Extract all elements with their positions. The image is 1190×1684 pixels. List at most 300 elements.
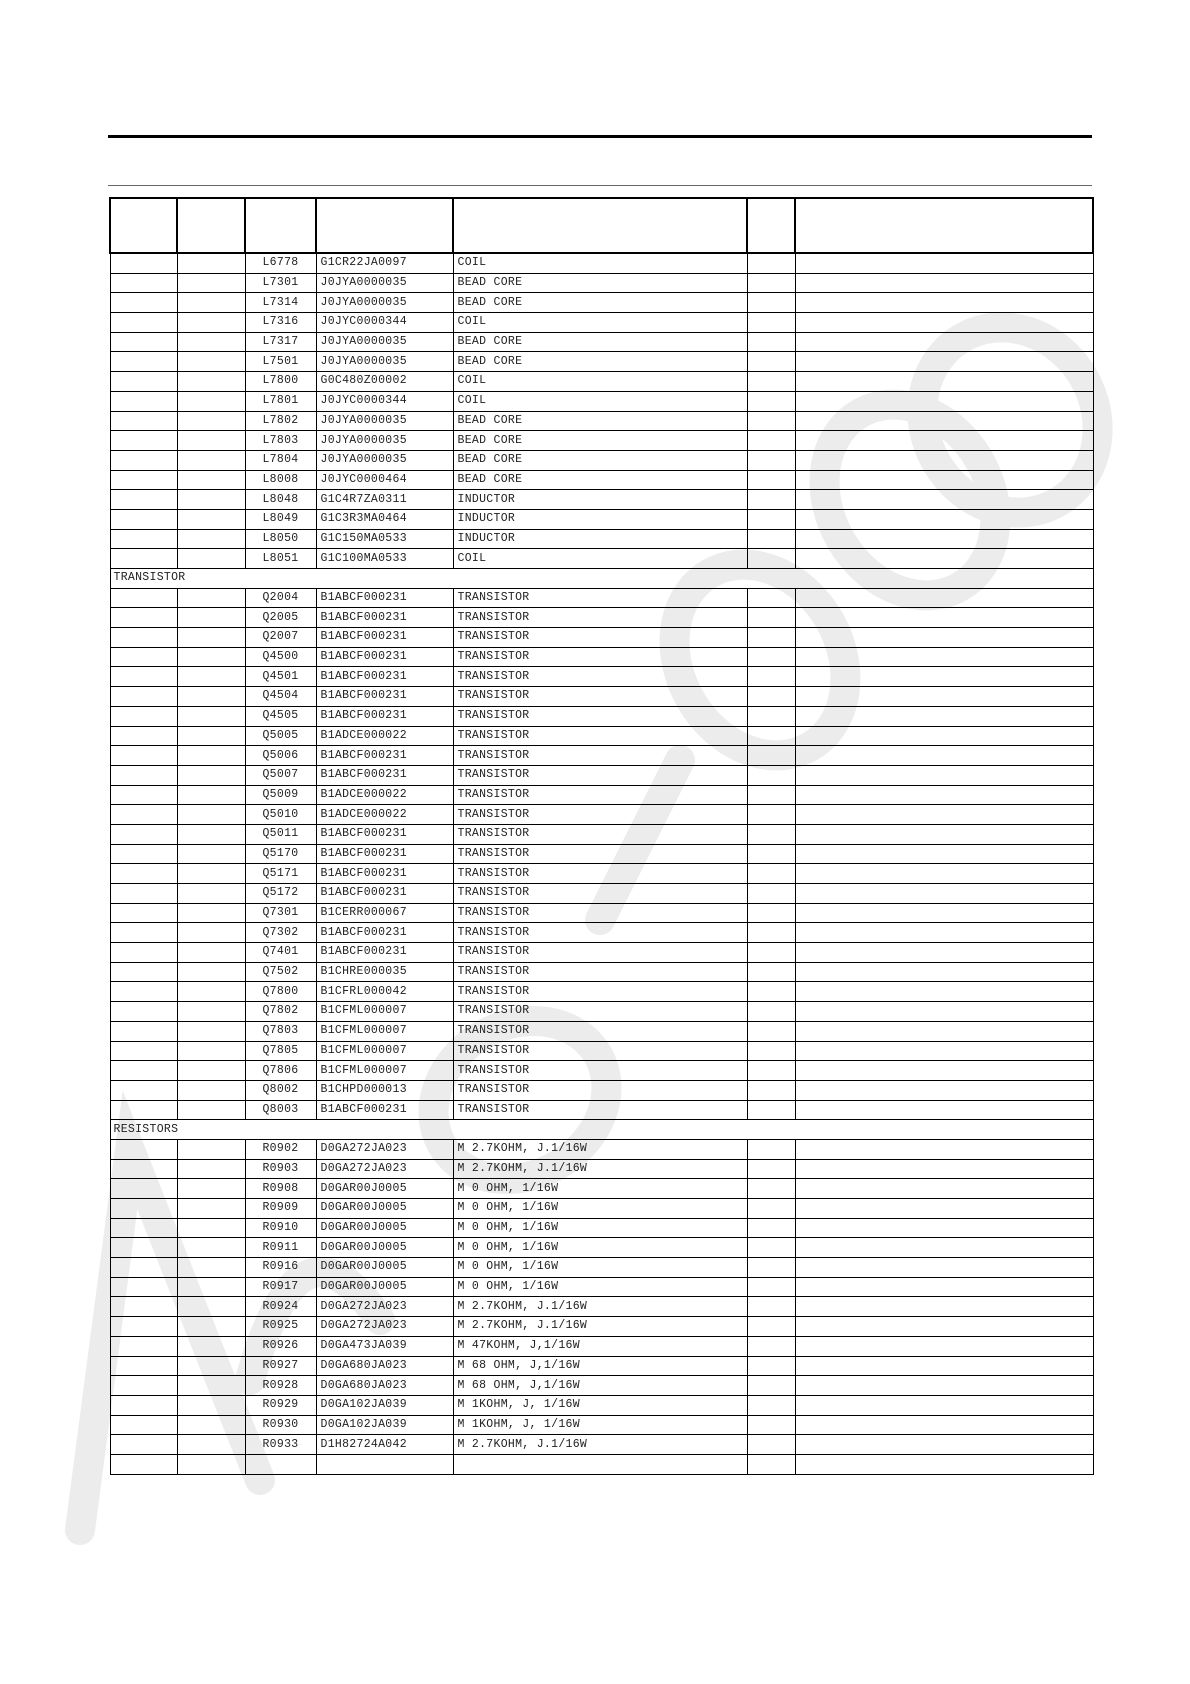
- empty-cell: [795, 785, 1093, 805]
- part-no-cell: D0GAR00J0005: [316, 1179, 453, 1199]
- empty-cell: [110, 608, 177, 628]
- part-no-cell: J0JYC0000344: [316, 313, 453, 333]
- ref-cell: Q7301: [245, 903, 316, 923]
- part-no-cell: B1ABCF000231: [316, 1100, 453, 1120]
- empty-cell: [795, 372, 1093, 392]
- table-row: [110, 667, 1093, 687]
- section-header-row: [110, 1120, 1093, 1140]
- empty-cell: [747, 844, 795, 864]
- table-row: [110, 313, 1093, 333]
- empty-cell: [177, 785, 245, 805]
- empty-cell: [747, 1258, 795, 1278]
- table-row: [110, 372, 1093, 392]
- empty-cell: [177, 1238, 245, 1258]
- empty-cell: [747, 1179, 795, 1199]
- description-cell: TRANSISTOR: [453, 706, 747, 726]
- empty-cell: [177, 746, 245, 766]
- part-no-cell: D0GA102JA039: [316, 1395, 453, 1415]
- empty-cell: [795, 943, 1093, 963]
- part-no-cell: B1ABCF000231: [316, 667, 453, 687]
- table-row: [110, 864, 1093, 884]
- empty-cell: [795, 470, 1093, 490]
- empty-cell: [110, 1454, 177, 1474]
- ref-cell: Q5172: [245, 884, 316, 904]
- empty-cell: [747, 490, 795, 510]
- empty-cell: [110, 982, 177, 1002]
- header-cell-2: [177, 198, 245, 253]
- description-cell: TRANSISTOR: [453, 628, 747, 648]
- description-cell: COIL: [453, 372, 747, 392]
- description-cell: TRANSISTOR: [453, 1061, 747, 1081]
- empty-cell: [747, 529, 795, 549]
- empty-cell: [177, 844, 245, 864]
- empty-cell: [795, 253, 1093, 273]
- empty-cell: [747, 608, 795, 628]
- part-no-cell: B1CHPD000013: [316, 1080, 453, 1100]
- empty-cell: [177, 549, 245, 569]
- empty-cell: [177, 647, 245, 667]
- table-row: [110, 1021, 1093, 1041]
- ref-cell: R0929: [245, 1395, 316, 1415]
- empty-cell: [795, 687, 1093, 707]
- description-cell: COIL: [453, 313, 747, 333]
- header-rule: [108, 185, 1092, 186]
- ref-cell: R0928: [245, 1376, 316, 1396]
- empty-cell: [110, 647, 177, 667]
- table-row: [110, 588, 1093, 608]
- empty-cell: [747, 1002, 795, 1022]
- part-no-cell: J0JYA0000035: [316, 411, 453, 431]
- empty-cell: [177, 923, 245, 943]
- empty-cell: [795, 1317, 1093, 1337]
- empty-cell: [110, 372, 177, 392]
- table-row: [110, 490, 1093, 510]
- description-cell: M 68 OHM, J,1/16W: [453, 1356, 747, 1376]
- empty-cell: [795, 529, 1093, 549]
- empty-cell: [747, 450, 795, 470]
- description-cell: TRANSISTOR: [453, 1002, 747, 1022]
- description-cell: TRANSISTOR: [453, 962, 747, 982]
- empty-cell: [110, 450, 177, 470]
- ref-cell: Q7401: [245, 943, 316, 963]
- part-no-cell: B1ABCF000231: [316, 765, 453, 785]
- ref-cell: R0925: [245, 1317, 316, 1337]
- empty-cell: [177, 588, 245, 608]
- empty-cell: [177, 1297, 245, 1317]
- ref-cell: Q5005: [245, 726, 316, 746]
- table-row: [110, 1061, 1093, 1081]
- table-body: [110, 253, 1093, 1474]
- table-row: [110, 628, 1093, 648]
- table-row: [110, 352, 1093, 372]
- empty-cell: [177, 1179, 245, 1199]
- table-row-empty: [110, 1454, 1093, 1474]
- table-row: [110, 1238, 1093, 1258]
- empty-cell: [177, 490, 245, 510]
- ref-cell: L7317: [245, 332, 316, 352]
- empty-cell: [177, 1061, 245, 1081]
- ref-cell: R0927: [245, 1356, 316, 1376]
- table-row: [110, 549, 1093, 569]
- empty-cell: [795, 1454, 1093, 1474]
- description-cell: M 47KOHM, J,1/16W: [453, 1336, 747, 1356]
- ref-cell: Q2004: [245, 588, 316, 608]
- empty-cell: [795, 1395, 1093, 1415]
- empty-cell: [747, 293, 795, 313]
- empty-cell: [795, 293, 1093, 313]
- ref-cell: R0916: [245, 1258, 316, 1278]
- description-cell: M 0 OHM, 1/16W: [453, 1258, 747, 1278]
- empty-cell: [177, 1139, 245, 1159]
- empty-cell: [110, 864, 177, 884]
- part-no-cell: J0JYA0000035: [316, 352, 453, 372]
- empty-cell: [747, 962, 795, 982]
- table-row: [110, 962, 1093, 982]
- empty-cell: [177, 411, 245, 431]
- table-row: [110, 1297, 1093, 1317]
- empty-cell: [177, 864, 245, 884]
- ref-cell: R0910: [245, 1218, 316, 1238]
- part-no-cell: B1ADCE000022: [316, 726, 453, 746]
- ref-cell: Q4501: [245, 667, 316, 687]
- empty-cell: [177, 1218, 245, 1238]
- part-no-cell: D0GA473JA039: [316, 1336, 453, 1356]
- ref-cell: L6778: [245, 253, 316, 273]
- table-row: [110, 509, 1093, 529]
- empty-cell: [747, 628, 795, 648]
- empty-cell: [110, 1415, 177, 1435]
- table-row: [110, 805, 1093, 825]
- table-row: [110, 1159, 1093, 1179]
- ref-cell: R0924: [245, 1297, 316, 1317]
- table-row: [110, 1179, 1093, 1199]
- empty-cell: [747, 1356, 795, 1376]
- header-cell-3: [245, 198, 316, 253]
- empty-cell: [747, 864, 795, 884]
- table-row: [110, 450, 1093, 470]
- empty-cell: [747, 1080, 795, 1100]
- table-row: [110, 1317, 1093, 1337]
- empty-cell: [110, 884, 177, 904]
- description-cell: M 2.7KOHM, J.1/16W: [453, 1159, 747, 1179]
- empty-cell: [177, 1159, 245, 1179]
- empty-cell: [177, 1435, 245, 1455]
- part-no-cell: B1CFML000007: [316, 1021, 453, 1041]
- empty-cell: [110, 1376, 177, 1396]
- description-cell: BEAD CORE: [453, 470, 747, 490]
- part-no-cell: B1CFML000007: [316, 1002, 453, 1022]
- empty-cell: [110, 824, 177, 844]
- empty-cell: [795, 962, 1093, 982]
- ref-cell: Q5006: [245, 746, 316, 766]
- description-cell: TRANSISTOR: [453, 864, 747, 884]
- ref-cell: Q7806: [245, 1061, 316, 1081]
- description-cell: M 1KOHM, J, 1/16W: [453, 1395, 747, 1415]
- empty-cell: [177, 293, 245, 313]
- header-row: [110, 198, 1093, 253]
- empty-cell: [110, 1297, 177, 1317]
- table-row: [110, 1080, 1093, 1100]
- empty-cell: [795, 509, 1093, 529]
- empty-cell: [177, 1258, 245, 1278]
- empty-cell: [110, 962, 177, 982]
- empty-cell: [747, 1061, 795, 1081]
- empty-cell: [795, 450, 1093, 470]
- description-cell: TRANSISTOR: [453, 647, 747, 667]
- description-cell: TRANSISTOR: [453, 923, 747, 943]
- ref-cell: Q8002: [245, 1080, 316, 1100]
- part-no-cell: D1H82724A042: [316, 1435, 453, 1455]
- description-cell: TRANSISTOR: [453, 608, 747, 628]
- table-row: [110, 1100, 1093, 1120]
- part-no-cell: J0JYC0000344: [316, 391, 453, 411]
- empty-cell: [177, 529, 245, 549]
- ref-cell: L7501: [245, 352, 316, 372]
- empty-cell: [747, 824, 795, 844]
- ref-cell: Q5009: [245, 785, 316, 805]
- table-row: [110, 746, 1093, 766]
- empty-cell: [177, 765, 245, 785]
- empty-cell: [110, 746, 177, 766]
- description-cell: INDUCTOR: [453, 490, 747, 510]
- empty-cell: [110, 1258, 177, 1278]
- ref-cell: L7301: [245, 273, 316, 293]
- empty-cell: [110, 490, 177, 510]
- part-no-cell: B1ABCF000231: [316, 746, 453, 766]
- empty-cell: [110, 805, 177, 825]
- ref-cell: Q5171: [245, 864, 316, 884]
- empty-cell: [110, 431, 177, 451]
- table-row: [110, 293, 1093, 313]
- empty-cell: [795, 746, 1093, 766]
- part-no-cell: G0C480Z00002: [316, 372, 453, 392]
- description-cell: M 2.7KOHM, J.1/16W: [453, 1435, 747, 1455]
- empty-cell: [110, 1179, 177, 1199]
- part-no-cell: B1ABCF000231: [316, 628, 453, 648]
- empty-cell: [177, 608, 245, 628]
- part-no-cell: J0JYC0000464: [316, 470, 453, 490]
- empty-cell: [110, 923, 177, 943]
- empty-cell: [747, 332, 795, 352]
- description-cell: TRANSISTOR: [453, 1080, 747, 1100]
- table-row: [110, 706, 1093, 726]
- empty-cell: [795, 1277, 1093, 1297]
- table-row: [110, 1395, 1093, 1415]
- description-cell: TRANSISTOR: [453, 746, 747, 766]
- empty-cell: [795, 667, 1093, 687]
- empty-cell: [177, 352, 245, 372]
- description-cell: TRANSISTOR: [453, 903, 747, 923]
- part-no-cell: B1ABCF000231: [316, 844, 453, 864]
- empty-cell: [795, 1061, 1093, 1081]
- ref-cell: Q2005: [245, 608, 316, 628]
- empty-cell: [177, 391, 245, 411]
- part-no-cell: J0JYA0000035: [316, 293, 453, 313]
- description-cell: BEAD CORE: [453, 293, 747, 313]
- table-row: [110, 903, 1093, 923]
- part-no-cell: B1ADCE000022: [316, 785, 453, 805]
- description-cell: M 2.7KOHM, J.1/16W: [453, 1139, 747, 1159]
- empty-cell: [795, 588, 1093, 608]
- part-no-cell: B1ABCF000231: [316, 647, 453, 667]
- part-no-cell: J0JYA0000035: [316, 273, 453, 293]
- empty-cell: [747, 1395, 795, 1415]
- part-no-cell: G1C100MA0533: [316, 549, 453, 569]
- ref-cell: Q5170: [245, 844, 316, 864]
- description-cell: TRANSISTOR: [453, 805, 747, 825]
- ref-cell: R0926: [245, 1336, 316, 1356]
- ref-cell: Q4505: [245, 706, 316, 726]
- table-row: [110, 1002, 1093, 1022]
- empty-cell: [747, 1199, 795, 1219]
- empty-cell: [747, 1100, 795, 1120]
- part-no-cell: B1ABCF000231: [316, 884, 453, 904]
- description-cell: COIL: [453, 253, 747, 273]
- ref-cell: L7804: [245, 450, 316, 470]
- part-no-cell: B1ABCF000231: [316, 706, 453, 726]
- empty-cell: [177, 470, 245, 490]
- empty-cell: [110, 391, 177, 411]
- empty-cell: [177, 667, 245, 687]
- ref-cell: L8050: [245, 529, 316, 549]
- empty-cell: [110, 1021, 177, 1041]
- empty-cell: [747, 1454, 795, 1474]
- empty-cell: [110, 1061, 177, 1081]
- table-row: [110, 332, 1093, 352]
- empty-cell: [110, 1139, 177, 1159]
- description-cell: TRANSISTOR: [453, 785, 747, 805]
- empty-cell: [747, 647, 795, 667]
- ref-cell: L7802: [245, 411, 316, 431]
- header-cell-6: [747, 198, 795, 253]
- table-row: [110, 391, 1093, 411]
- part-no-cell: B1ABCF000231: [316, 923, 453, 943]
- empty-cell: [110, 785, 177, 805]
- empty-cell: [795, 765, 1093, 785]
- ref-cell: Q7800: [245, 982, 316, 1002]
- part-no-cell: D0GA102JA039: [316, 1415, 453, 1435]
- empty-cell: [747, 470, 795, 490]
- description-cell: TRANSISTOR: [453, 1021, 747, 1041]
- empty-cell: [177, 884, 245, 904]
- ref-cell: L7316: [245, 313, 316, 333]
- empty-cell: [110, 1336, 177, 1356]
- empty-cell: [177, 1100, 245, 1120]
- description-cell: INDUCTOR: [453, 509, 747, 529]
- empty-cell: [795, 844, 1093, 864]
- empty-cell: [747, 726, 795, 746]
- description-cell: TRANSISTOR: [453, 726, 747, 746]
- ref-cell: L8048: [245, 490, 316, 510]
- empty-cell: [795, 1139, 1093, 1159]
- ref-cell: R0917: [245, 1277, 316, 1297]
- part-no-cell: D0GA272JA023: [316, 1297, 453, 1317]
- empty-cell: [110, 1159, 177, 1179]
- part-no-cell: B1CHRE000035: [316, 962, 453, 982]
- description-cell: TRANSISTOR: [453, 1100, 747, 1120]
- part-no-cell: D0GA680JA023: [316, 1376, 453, 1396]
- empty-cell: [747, 943, 795, 963]
- empty-cell: [110, 352, 177, 372]
- part-no-cell: J0JYA0000035: [316, 450, 453, 470]
- empty-cell: [747, 1159, 795, 1179]
- empty-cell: [177, 372, 245, 392]
- empty-cell: [177, 1454, 245, 1474]
- ref-cell: R0908: [245, 1179, 316, 1199]
- empty-cell: [795, 431, 1093, 451]
- empty-cell: [177, 1415, 245, 1435]
- empty-cell: [747, 352, 795, 372]
- empty-cell: [110, 253, 177, 273]
- description-cell: TRANSISTOR: [453, 982, 747, 1002]
- ref-cell: Q4500: [245, 647, 316, 667]
- section-title: TRANSISTOR: [110, 569, 1093, 589]
- empty-cell: [795, 332, 1093, 352]
- empty-cell: [747, 1317, 795, 1337]
- part-no-cell: D0GAR00J0005: [316, 1258, 453, 1278]
- empty-cell: [747, 372, 795, 392]
- empty-cell: [110, 1238, 177, 1258]
- empty-cell: [747, 1218, 795, 1238]
- empty-cell: [110, 1218, 177, 1238]
- ref-cell: R0930: [245, 1415, 316, 1435]
- part-no-cell: G1C4R7ZA0311: [316, 490, 453, 510]
- empty-cell: [177, 962, 245, 982]
- empty-cell: [747, 687, 795, 707]
- empty-cell: [110, 844, 177, 864]
- empty-cell: [747, 588, 795, 608]
- part-no-cell: D0GAR00J0005: [316, 1277, 453, 1297]
- empty-cell: [177, 1002, 245, 1022]
- empty-cell: [795, 1258, 1093, 1278]
- empty-cell: [795, 706, 1093, 726]
- empty-cell: [110, 1199, 177, 1219]
- part-no-cell: J0JYA0000035: [316, 431, 453, 451]
- empty-cell: [795, 824, 1093, 844]
- part-no-cell: G1CR22JA0097: [316, 253, 453, 273]
- part-no-cell: B1ABCF000231: [316, 943, 453, 963]
- empty-cell: [747, 1021, 795, 1041]
- empty-cell: [747, 253, 795, 273]
- empty-cell: [747, 884, 795, 904]
- table-row: [110, 844, 1093, 864]
- table-row: [110, 1277, 1093, 1297]
- empty-cell: [795, 1218, 1093, 1238]
- ref-cell: Q7802: [245, 1002, 316, 1022]
- table-row: [110, 785, 1093, 805]
- description-cell: TRANSISTOR: [453, 943, 747, 963]
- table-row: [110, 1356, 1093, 1376]
- table-row: [110, 1041, 1093, 1061]
- empty-cell: [795, 549, 1093, 569]
- description-cell: BEAD CORE: [453, 352, 747, 372]
- ref-cell: R0911: [245, 1238, 316, 1258]
- description-cell: TRANSISTOR: [453, 588, 747, 608]
- parts-table: [109, 197, 1094, 1475]
- part-no-cell: D0GA272JA023: [316, 1159, 453, 1179]
- empty-cell: [747, 1415, 795, 1435]
- empty-cell: [177, 903, 245, 923]
- part-no-cell: B1CFRL000042: [316, 982, 453, 1002]
- empty-cell: [177, 509, 245, 529]
- table-row: [110, 943, 1093, 963]
- header-cell-4: [316, 198, 453, 253]
- empty-cell: [177, 253, 245, 273]
- table-row: [110, 431, 1093, 451]
- empty-cell: [795, 1002, 1093, 1022]
- ref-cell: R0933: [245, 1435, 316, 1455]
- section-title: RESISTORS: [110, 1120, 1093, 1140]
